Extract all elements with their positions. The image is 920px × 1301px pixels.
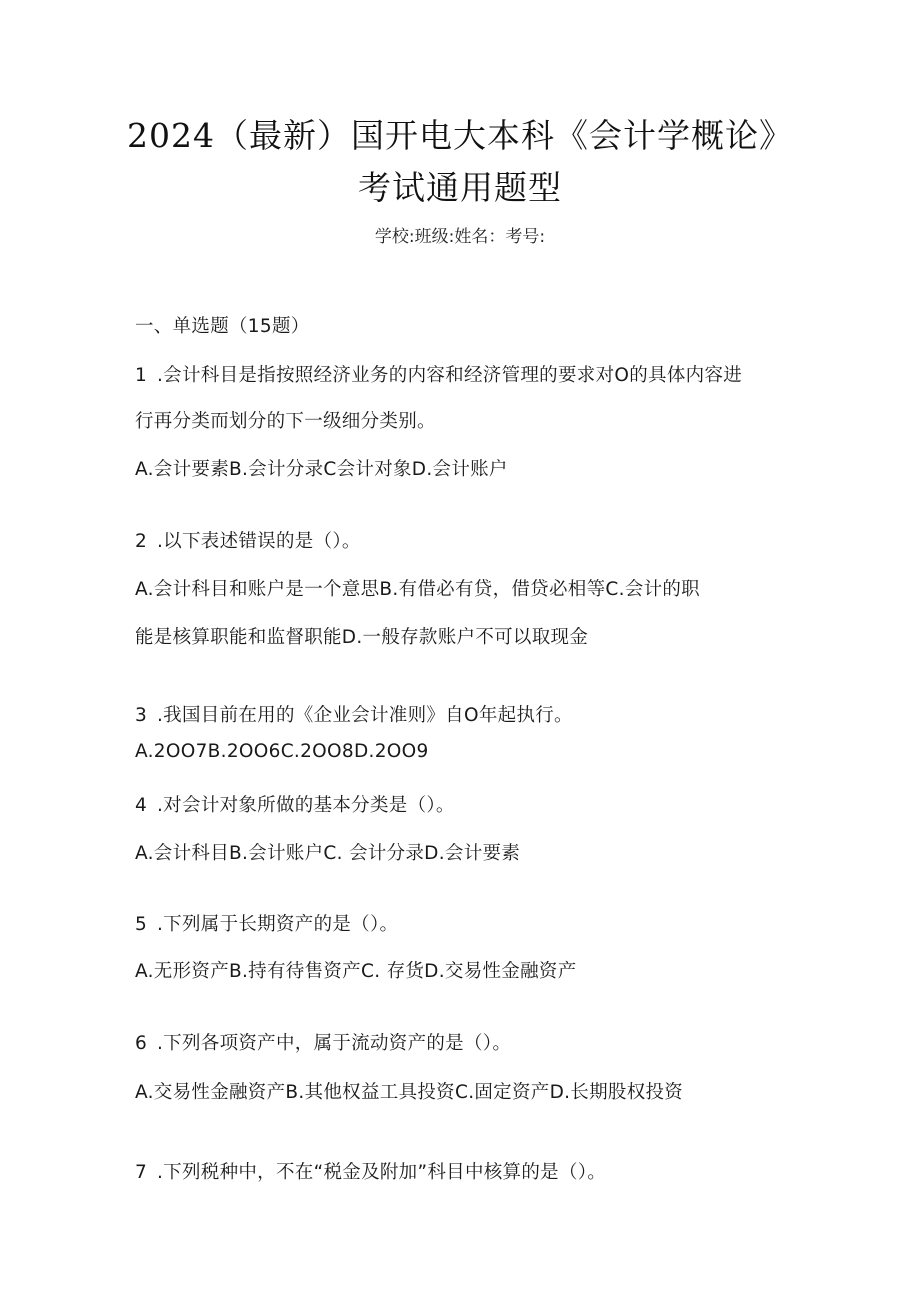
question-number: 2 [135, 531, 148, 552]
question-number: 7 [135, 1162, 148, 1183]
question-text: .下列税种中，不在“税金及附加”科目中核算的是（）。 [157, 1162, 607, 1183]
question-2-options-line-2: 能是核算职能和监督职能D.一般存款账户不可以取现金 [135, 627, 589, 648]
question-4-options: A.会计科目B.会计账户C. 会计分录D.会计要素 [135, 843, 521, 864]
question-number: 5 [135, 914, 148, 935]
question-text: .会计科目是指按照经济业务的内容和经济管理的要求对O的具体内容进 [157, 365, 743, 386]
question-3-options: A.2OO7B.2OO6C.2OO8D.2OO9 [135, 741, 429, 762]
section-heading: 一、单选题（15题） [135, 316, 310, 337]
question-6-options: A.交易性金融资产B.其他权益工具投资C.固定资产D.长期股权投资 [135, 1082, 684, 1103]
question-7-stem-line-1 [135, 1161, 606, 1185]
question-1-options: A.会计要素B.会计分录C会计对象D.会计账户 [135, 459, 508, 480]
question-4-stem-line-1 [135, 794, 455, 818]
question-text: .我国目前在用的《企业会计准则》自O年起执行。 [157, 705, 573, 726]
student-info-line: 学校:班级:姓名：考号: [374, 227, 546, 247]
question-3-stem-line-1 [135, 704, 573, 728]
question-number: 3 [135, 705, 148, 726]
document-title-line-2: 考试通用题型 [358, 168, 562, 207]
question-2-stem-line-1 [135, 530, 361, 554]
question-5-stem-line-1 [135, 913, 398, 937]
question-text: .下列属于长期资产的是（）。 [157, 914, 399, 935]
question-1-stem-line-1 [135, 364, 742, 388]
question-number: 1 [135, 365, 148, 386]
question-2-options-line-1: A.会计科目和账户是一个意思B.有借必有贷，借贷必相等C.会计的职 [135, 579, 700, 600]
question-6-stem-line-1 [135, 1032, 511, 1056]
question-number: 4 [135, 795, 148, 816]
question-number: 6 [135, 1033, 148, 1054]
document-title-line-1: 2024（最新）国开电大本科《会计学概论》 [127, 116, 793, 155]
question-1-stem-line-2: 行再分类而划分的下一级细分类别。 [135, 411, 436, 432]
question-5-options: A.无形资产B.持有待售资产C. 存货D.交易性金融资产 [135, 961, 577, 982]
question-text: .以下表述错误的是（）。 [157, 531, 361, 552]
question-text: .对会计对象所做的基本分类是（）。 [157, 795, 455, 816]
question-text: .下列各项资产中，属于流动资产的是（）。 [157, 1033, 512, 1054]
